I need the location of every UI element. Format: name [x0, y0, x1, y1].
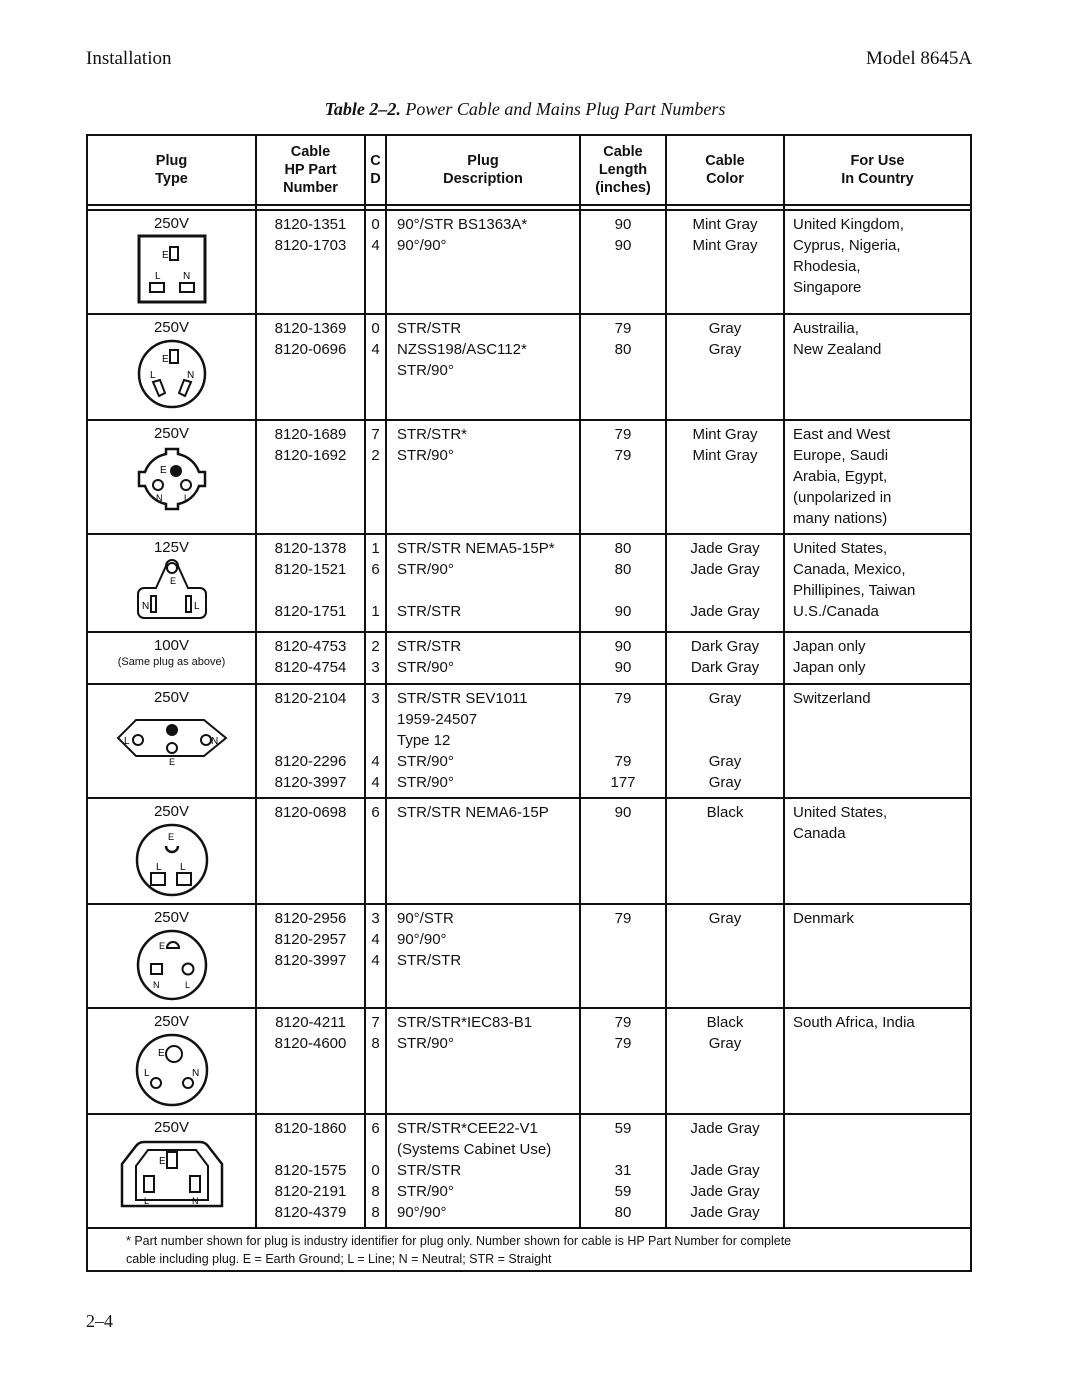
svg-text:N: N: [141, 601, 149, 612]
same-plug-note: (Same plug as above): [117, 656, 226, 668]
color-cell: Jade Gray Jade Gray Jade Gray Jade Gray: [666, 1114, 784, 1228]
part-number-cell: 8120-0698: [256, 798, 365, 904]
color-cell: Gray Gray Gray: [666, 684, 784, 798]
neutral-label: N: [182, 271, 190, 282]
europe-plug-icon: [132, 444, 212, 522]
voltage-label: 250V: [153, 689, 190, 706]
plug-type-cell: [87, 534, 256, 632]
footnote-line-1: * Part number shown for plug is industry identifier for plug only. Number shown for cable is HP Part Number for complete: [126, 1234, 792, 1248]
svg-text:E: E: [157, 1048, 165, 1059]
description-cell: 90°/STR BS1363A* 90°/90°: [386, 210, 580, 314]
length-cell: 79: [580, 904, 666, 1008]
iec-c13-plug-icon: [114, 1138, 230, 1212]
swiss-plug-icon: [114, 708, 230, 766]
table-row: [87, 534, 971, 632]
col-cd: C D: [365, 135, 386, 205]
table-row: [87, 904, 971, 1008]
voltage-label: 100V: [153, 637, 190, 654]
running-header-left: Installation: [86, 48, 172, 69]
cd-cell: 7 8: [365, 1008, 386, 1114]
plug-type-cell: [87, 314, 256, 420]
color-cell: Mint Gray Mint Gray: [666, 210, 784, 314]
table-row: [87, 210, 971, 314]
plug-type-cell: [87, 632, 256, 684]
part-number-cell: 8120-1689 8120-1692: [256, 420, 365, 534]
svg-text:E: E: [161, 354, 169, 365]
cd-cell: 0 4: [365, 314, 386, 420]
cd-cell: 0 4: [365, 210, 386, 314]
svg-text:L: L: [149, 370, 156, 381]
voltage-label: 250V: [153, 425, 190, 442]
nema5-plug-icon: [132, 558, 212, 620]
cd-cell: 6: [365, 798, 386, 904]
color-cell: Black Gray: [666, 1008, 784, 1114]
table-row: [87, 798, 971, 904]
table-row: [87, 314, 971, 420]
color-cell: Gray: [666, 904, 784, 1008]
svg-text:L: L: [184, 980, 190, 990]
cd-cell: 3 4 4: [365, 904, 386, 1008]
country-cell: East and West Europe, Saudi Arabia, Egypt, (unpolarized in many nations): [784, 420, 971, 534]
svg-text:N: N: [191, 1196, 198, 1206]
plug-type-cell: [87, 904, 256, 1008]
running-header-right: Model 8645A: [866, 48, 973, 69]
table-title: [0, 99, 1050, 120]
voltage-label: 250V: [153, 909, 190, 926]
cd-cell: 1 6 1: [365, 534, 386, 632]
footnote-row: [87, 1228, 971, 1271]
table-row: [87, 420, 971, 534]
cd-cell: 6 0 8 8: [365, 1114, 386, 1228]
description-cell: STR/STR NEMA5-15P* STR/90° STR/STR: [386, 534, 580, 632]
svg-text:L: L: [123, 736, 130, 747]
description-cell: STR/STR STR/90°: [386, 632, 580, 684]
col-country: For Use In Country: [784, 135, 971, 205]
country-cell: Japan only Japan only: [784, 632, 971, 684]
svg-text:E: E: [169, 576, 176, 586]
part-number-cell: 8120-1369 8120-0696: [256, 314, 365, 420]
color-cell: Mint Gray Mint Gray: [666, 420, 784, 534]
plug-type-cell: [87, 210, 256, 314]
page-number: 2–4: [86, 1311, 113, 1331]
col-part-number: Cable HP Part Number: [256, 135, 365, 205]
plug-type-cell: [87, 684, 256, 798]
plug-type-cell: [87, 420, 256, 534]
svg-text:N: N: [210, 736, 218, 747]
color-cell: Black: [666, 798, 784, 904]
table-header-row: [87, 135, 971, 205]
country-cell: Denmark: [784, 904, 971, 1008]
length-cell: 79 79 177: [580, 684, 666, 798]
col-plug-type: Plug Type: [87, 135, 256, 205]
col-plug-description: Plug Description: [386, 135, 580, 205]
length-cell: 90 90: [580, 632, 666, 684]
uk-plug-icon: [137, 234, 207, 304]
description-cell: 90°/STR 90°/90° STR/STR: [386, 904, 580, 1008]
cd-cell: 7 2: [365, 420, 386, 534]
line-label: L: [154, 271, 161, 282]
description-cell: STR/STR NEMA6-15P: [386, 798, 580, 904]
plug-type-cell: [87, 798, 256, 904]
voltage-label: 250V: [153, 1013, 190, 1030]
description-cell: STR/STR* STR/90°: [386, 420, 580, 534]
denmark-plug-icon: [135, 928, 209, 1002]
country-cell: Switzerland: [784, 684, 971, 798]
part-number-cell: 8120-1351 8120-1703: [256, 210, 365, 314]
length-cell: 90 90: [580, 210, 666, 314]
voltage-label: 250V: [153, 319, 190, 336]
description-cell: STR/STR*CEE22-V1 (Systems Cabinet Use) STR/STR STR/90° 90°/90°: [386, 1114, 580, 1228]
voltage-label: 250V: [153, 803, 190, 820]
table-row: [87, 1008, 971, 1114]
description-cell: STR/STR*IEC83-B1 STR/90°: [386, 1008, 580, 1114]
color-cell: Gray Gray: [666, 314, 784, 420]
svg-text:N: N: [186, 370, 194, 381]
svg-text:E: E: [167, 832, 174, 842]
length-cell: 80 80 90: [580, 534, 666, 632]
table-row: [87, 1114, 971, 1228]
country-cell: United States, Canada: [784, 798, 971, 904]
country-cell: Austrailia, New Zealand: [784, 314, 971, 420]
svg-text:N: N: [191, 1068, 199, 1079]
australia-plug-icon: [136, 338, 208, 410]
length-cell: 59 31 59 80: [580, 1114, 666, 1228]
voltage-label: 125V: [153, 539, 190, 556]
length-cell: 90: [580, 798, 666, 904]
country-cell: South Africa, India: [784, 1008, 971, 1114]
country-cell: United Kingdom, Cyprus, Nigeria, Rhodesia, Singapore: [784, 210, 971, 314]
table-caption: Power Cable and Mains Plug Part Numbers: [405, 99, 726, 119]
voltage-label: 250V: [153, 1119, 190, 1136]
table-footnote: [87, 1228, 971, 1271]
footnote-line-2: cable including plug. E = Earth Ground; L = Line; N = Neutral; STR = Straight: [126, 1252, 552, 1266]
svg-text:L: L: [183, 493, 189, 503]
part-number-cell: 8120-2104 8120-2296 8120-3997: [256, 684, 365, 798]
svg-text:E: E: [159, 465, 167, 476]
svg-text:L: L: [143, 1196, 149, 1206]
india-plug-icon: [134, 1032, 210, 1108]
length-cell: 79 79: [580, 1008, 666, 1114]
svg-text:N: N: [155, 493, 162, 503]
svg-text:L: L: [155, 862, 162, 873]
part-number-cell: 8120-4211 8120-4600: [256, 1008, 365, 1114]
col-cable-length: Cable Length (inches): [580, 135, 666, 205]
part-number-cell: 8120-1860 8120-1575 8120-2191 8120-4379: [256, 1114, 365, 1228]
svg-text:L: L: [179, 862, 186, 873]
svg-text:E: E: [158, 941, 165, 951]
country-cell: [784, 1114, 971, 1228]
country-cell: United States, Canada, Mexico, Phillipines, Taiwan U.S./Canada: [784, 534, 971, 632]
plug-type-cell: [87, 1008, 256, 1114]
cd-cell: 3 4 4: [365, 684, 386, 798]
part-number-cell: 8120-4753 8120-4754: [256, 632, 365, 684]
col-cable-color: Cable Color: [666, 135, 784, 205]
power-cable-table: [86, 134, 972, 1272]
plug-type-cell: [87, 1114, 256, 1228]
table-label: Table 2–2.: [324, 99, 401, 119]
table-row: [87, 632, 971, 684]
nema6-plug-icon: [134, 822, 210, 898]
length-cell: 79 80: [580, 314, 666, 420]
color-cell: Dark Gray Dark Gray: [666, 632, 784, 684]
description-cell: STR/STR NZSS198/ASC112* STR/90°: [386, 314, 580, 420]
color-cell: Jade Gray Jade Gray Jade Gray: [666, 534, 784, 632]
length-cell: 79 79: [580, 420, 666, 534]
part-number-cell: 8120-2956 8120-2957 8120-3997: [256, 904, 365, 1008]
table-row: [87, 684, 971, 798]
earth-label: E: [161, 250, 169, 261]
part-number-cell: 8120-1378 8120-1521 8120-1751: [256, 534, 365, 632]
svg-text:E: E: [168, 757, 175, 766]
voltage-label: 250V: [153, 215, 190, 232]
svg-text:E: E: [158, 1156, 166, 1167]
svg-text:N: N: [152, 980, 159, 990]
cd-cell: 2 3: [365, 632, 386, 684]
svg-text:L: L: [143, 1068, 150, 1079]
description-cell: STR/STR SEV1011 1959-24507 Type 12 STR/90° STR/90°: [386, 684, 580, 798]
svg-text:L: L: [193, 601, 200, 612]
